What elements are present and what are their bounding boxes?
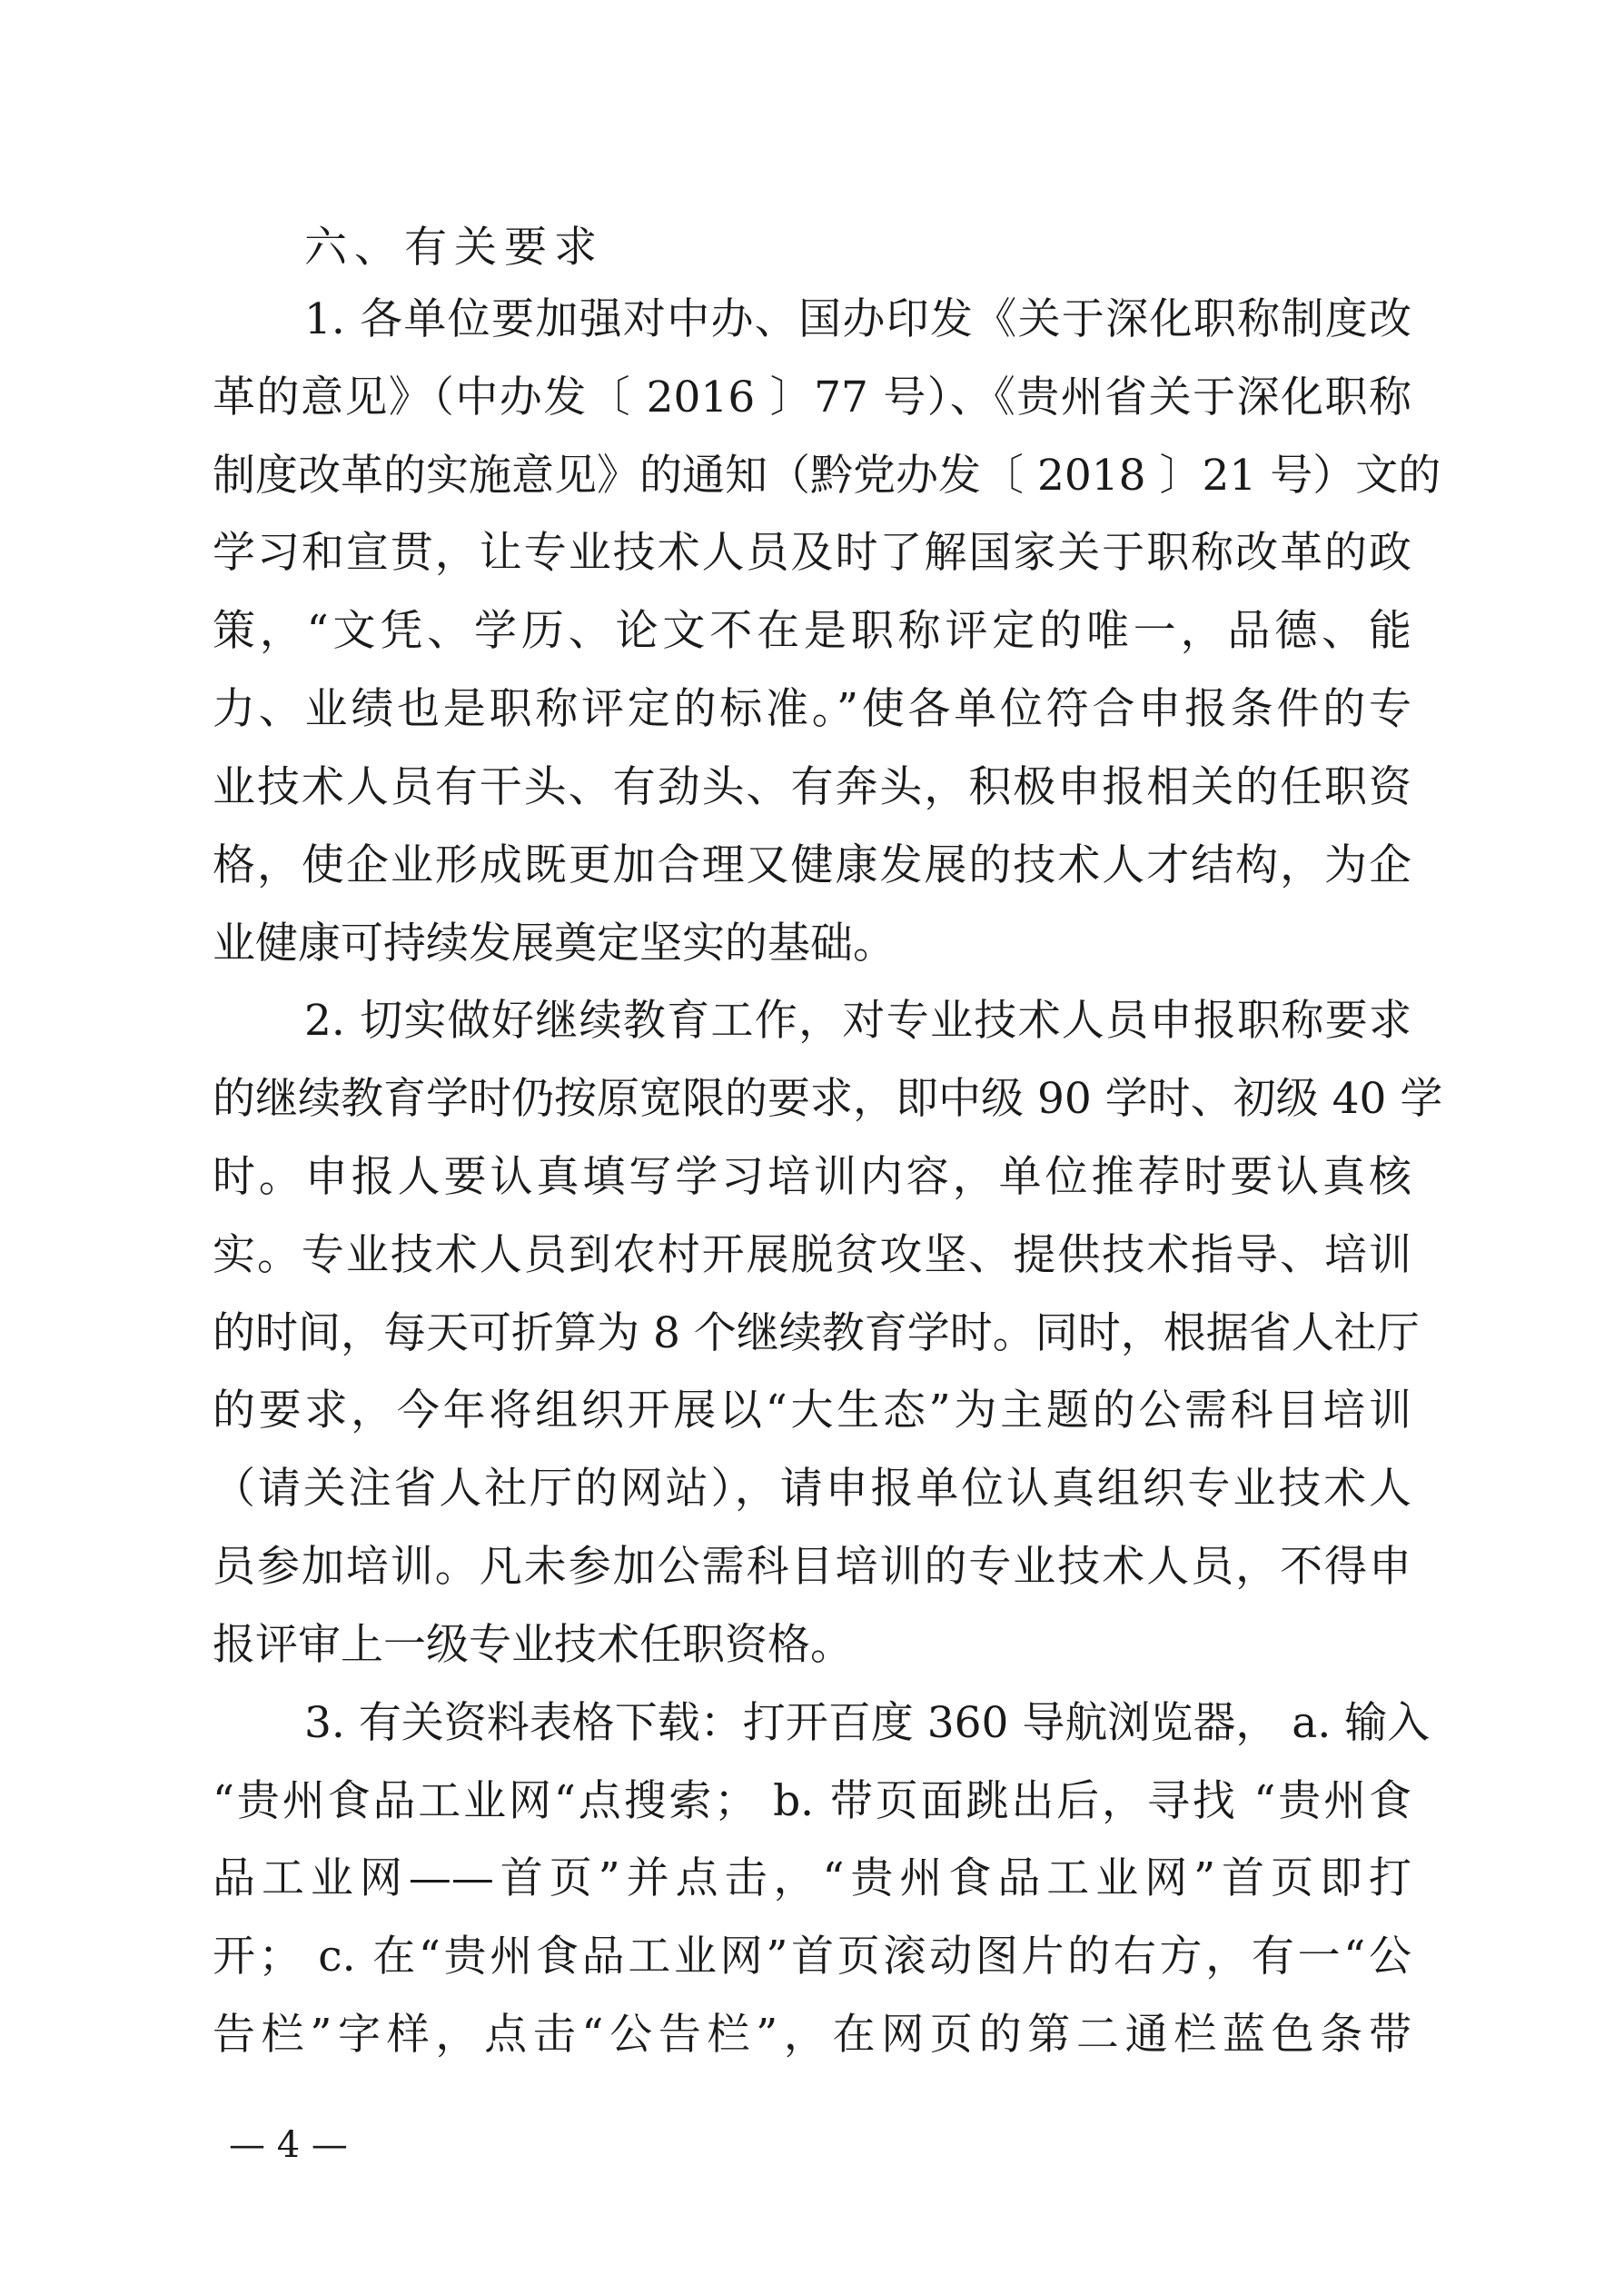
paragraph-3-line-5: 告栏”字样，点击“公告栏”，在网页的第二通栏蓝色条带: [213, 2010, 1411, 2060]
paragraph-2-line-6: 的要求，今年将组织开展以“大生态”为主题的公需科目培训: [213, 1386, 1411, 1436]
paragraph-2-line-7: （请关注省人社厅的网站），请申报单位认真组织专业技术人: [213, 1464, 1411, 1514]
paragraph-3-line-4: 开； c. 在“贵州食品工业网”首页滚动图片的右方，有一“公: [213, 1932, 1411, 1982]
paragraph-3-line-3: 品工业网——首页”并点击，“贵州食品工业网”首页即打: [213, 1853, 1411, 1903]
page-number: — 4 —: [229, 2124, 348, 2166]
paragraph-2-line-4: 实。专业技术人员到农村开展脱贫攻坚、提供技术指导、培训: [213, 1230, 1411, 1280]
paragraph-1-line-6: 力、业绩也是职称评定的标准。”使各单位符合申报条件的专: [213, 684, 1411, 734]
section-heading: 六、有关要求: [304, 223, 604, 273]
paragraph-1-line-4: 学习和宣贯，让专业技术人员及时了解国家关于职称改革的政: [213, 528, 1411, 578]
paragraph-2-line-5: 的时间，每天可折算为 8 个继续教育学时。同时，根据省人社厅: [213, 1308, 1420, 1358]
paragraph-2-line-1: 2. 切实做好继续教育工作，对专业技术人员申报职称要求: [304, 996, 1411, 1046]
paragraph-2-line-9: 报评审上一级专业技术任职资格。: [213, 1620, 853, 1670]
paragraph-1-line-3: 制度改革的实施意见》的通知（黔党办发〔 2018 〕21 号）文的: [213, 451, 1441, 501]
paragraph-3-line-2: “贵州食品工业网“点搜索； b. 带页面跳出后，寻找 “贵州食: [213, 1776, 1411, 1826]
paragraph-2-line-2: 的继续教育学时仍按原宽限的要求，即中级 90 学时、初级 40 学: [213, 1074, 1443, 1124]
paragraph-1-line-1: 1. 各单位要加强对中办、国办印发《关于深化职称制度改: [304, 294, 1411, 344]
paragraph-2-line-8: 员参加培训。凡未参加公需科目培训的专业技术人员，不得申: [213, 1542, 1411, 1592]
paragraph-2-line-3: 时。申报人要认真填写学习培训内容，单位推荐时要认真核: [213, 1152, 1411, 1202]
paragraph-1-line-8: 格，使企业形成既更加合理又健康发展的技术人才结构，为企: [213, 840, 1411, 890]
paragraph-1-line-2: 革的意见》（中办发〔 2016 〕77 号）、《贵州省关于深化职称: [213, 373, 1411, 422]
paragraph-1-line-5: 策，“文凭、学历、论文不在是职称评定的唯一，品德、能: [213, 606, 1411, 656]
paragraph-3-line-1: 3. 有关资料表格下载：打开百度 360 导航浏览器， a. 输入: [304, 1698, 1431, 1748]
paragraph-1-line-9: 业健康可持续发展奠定坚实的基础。: [213, 919, 896, 969]
paragraph-1-line-7: 业技术人员有干头、有劲头、有奔头，积极申报相关的任职资: [213, 762, 1411, 812]
